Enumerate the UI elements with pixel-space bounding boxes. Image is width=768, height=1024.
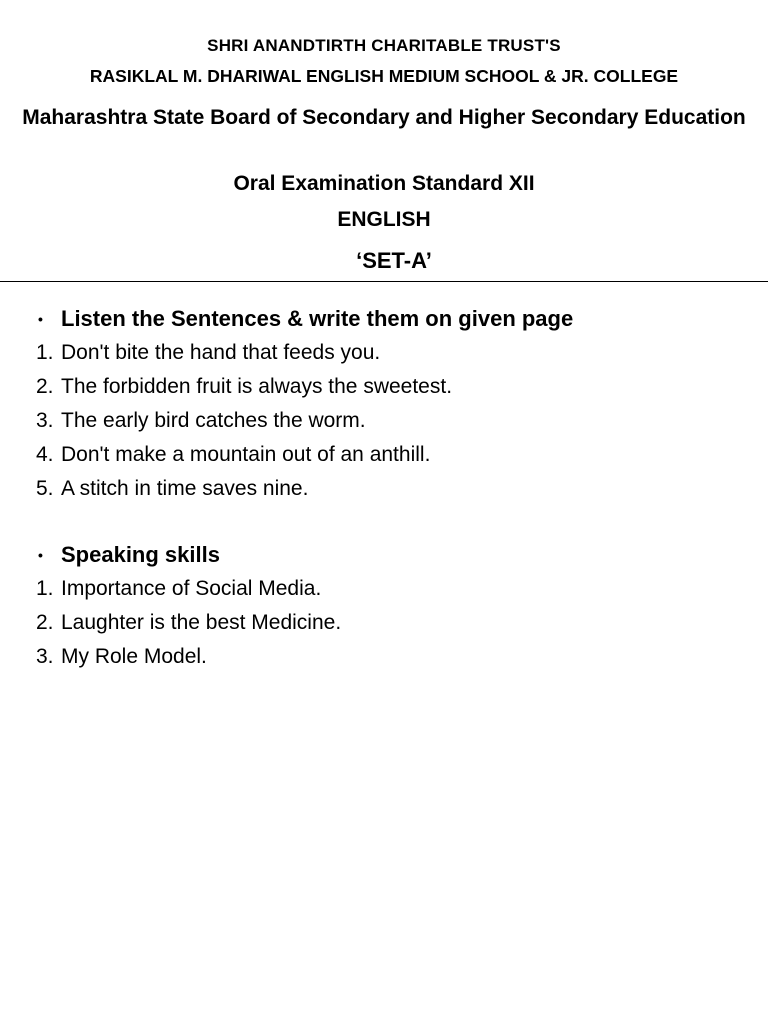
item-number: 2. [36, 611, 54, 634]
speaking-section [0, 538, 768, 674]
item-number: 3. [36, 409, 54, 432]
list-item [0, 640, 768, 674]
item-text: The early bird catches the worm. [61, 409, 366, 432]
list-item [0, 336, 768, 370]
item-number: 2. [36, 375, 54, 398]
listening-section [0, 302, 768, 506]
board-name: Maharashtra State Board of Secondary and Higher Secondary Education [22, 106, 746, 129]
item-text: My Role Model. [61, 645, 207, 668]
section-heading [0, 302, 768, 336]
list-item [0, 606, 768, 640]
item-text: A stitch in time saves nine. [61, 477, 309, 500]
list-item [0, 404, 768, 438]
item-number: 1. [36, 341, 54, 364]
item-number: 4. [36, 443, 54, 466]
bullet-icon: • [38, 547, 43, 563]
item-text: Importance of Social Media. [61, 577, 322, 600]
item-number: 1. [36, 577, 54, 600]
list-item [0, 438, 768, 472]
item-text: Laughter is the best Medicine. [61, 611, 342, 634]
trust-name: SHRI ANANDTIRTH CHARITABLE TRUST'S [207, 36, 561, 55]
list-item [0, 572, 768, 606]
school-name: RASIKLAL M. DHARIWAL ENGLISH MEDIUM SCHOOL & JR. COLLEGE [89, 66, 679, 86]
item-text: Don't bite the hand that feeds you. [61, 341, 381, 364]
header-divider [0, 281, 768, 282]
set-label: ‘SET-A’ [356, 248, 432, 273]
list-item [0, 370, 768, 404]
item-number: 5. [36, 477, 54, 500]
subject-title: ENGLISH [337, 208, 431, 231]
bullet-icon: • [38, 311, 43, 327]
item-number: 3. [36, 645, 54, 668]
exam-title: Oral Examination Standard XII [233, 172, 535, 195]
list-item [0, 472, 768, 506]
section-heading-text: Listen the Sentences & write them on given page [61, 306, 574, 331]
section-heading [0, 538, 768, 572]
item-text: The forbidden fruit is always the sweetest. [61, 375, 453, 398]
section-heading-text: Speaking skills [61, 542, 220, 567]
item-text: Don't make a mountain out of an anthill. [61, 443, 431, 466]
